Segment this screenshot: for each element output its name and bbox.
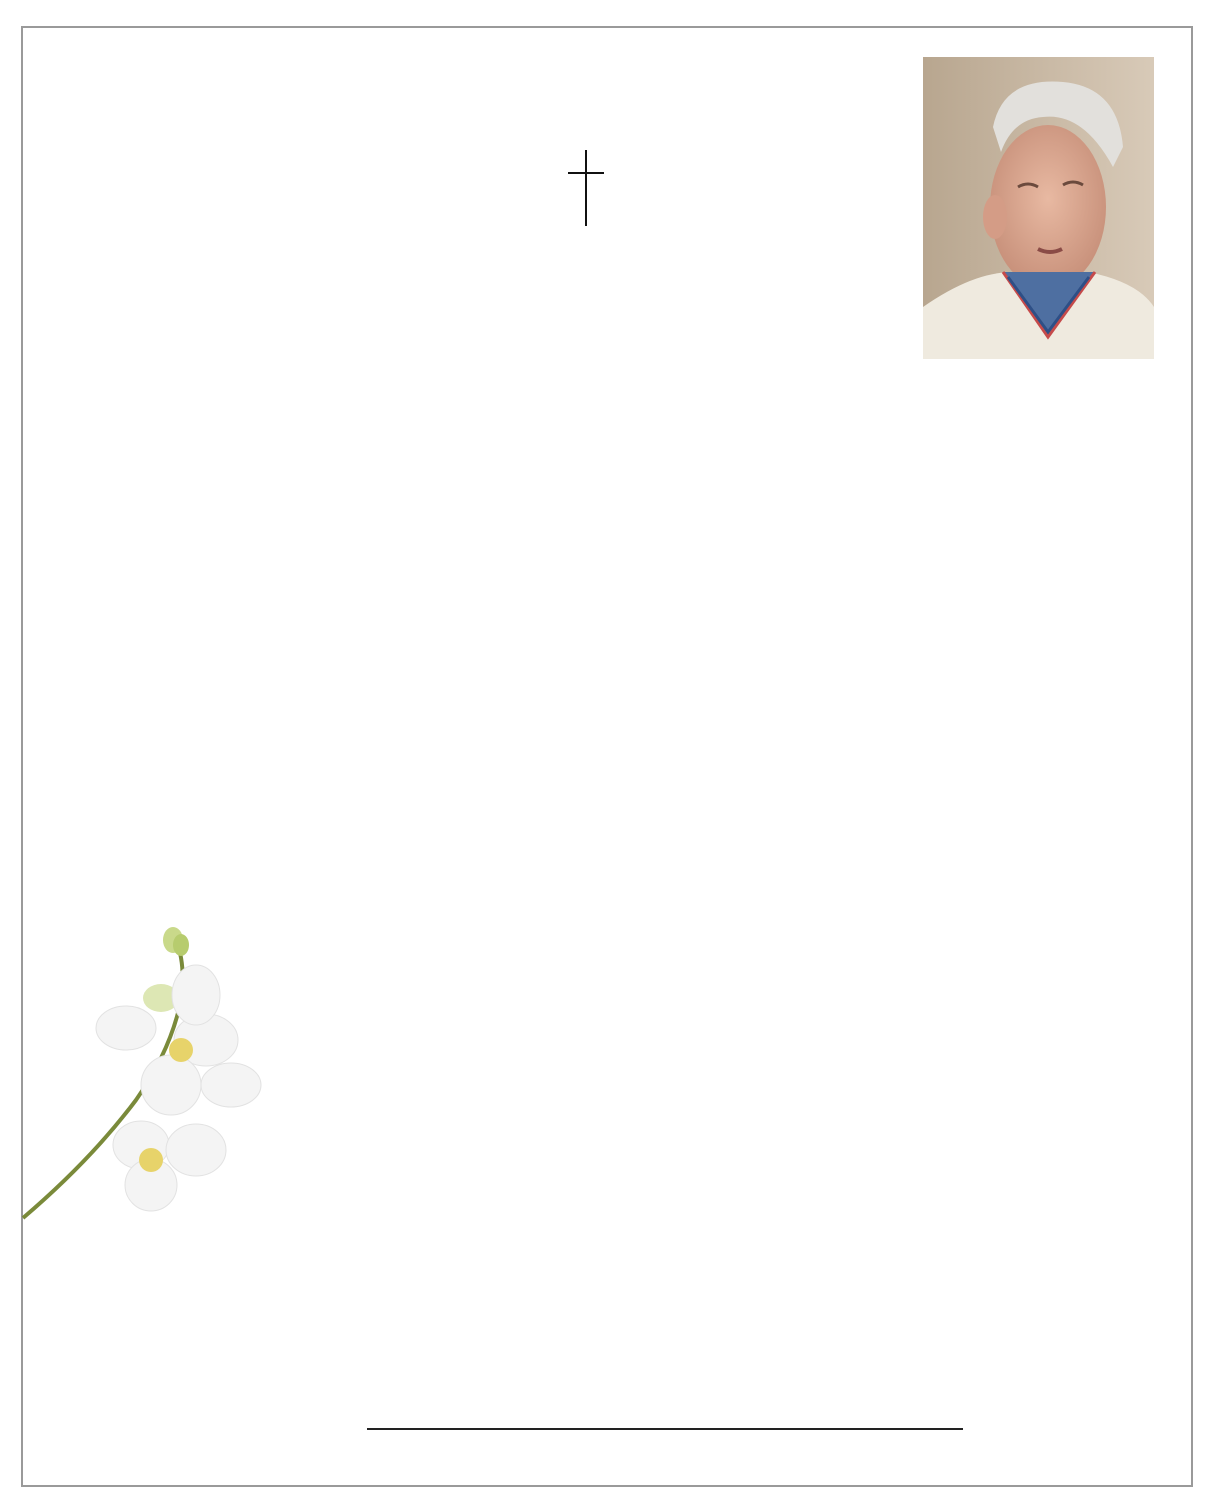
cross-icon bbox=[568, 150, 604, 226]
footer-divider bbox=[367, 1428, 963, 1430]
portrait-photo bbox=[923, 57, 1154, 359]
orchid-illustration bbox=[21, 910, 306, 1240]
